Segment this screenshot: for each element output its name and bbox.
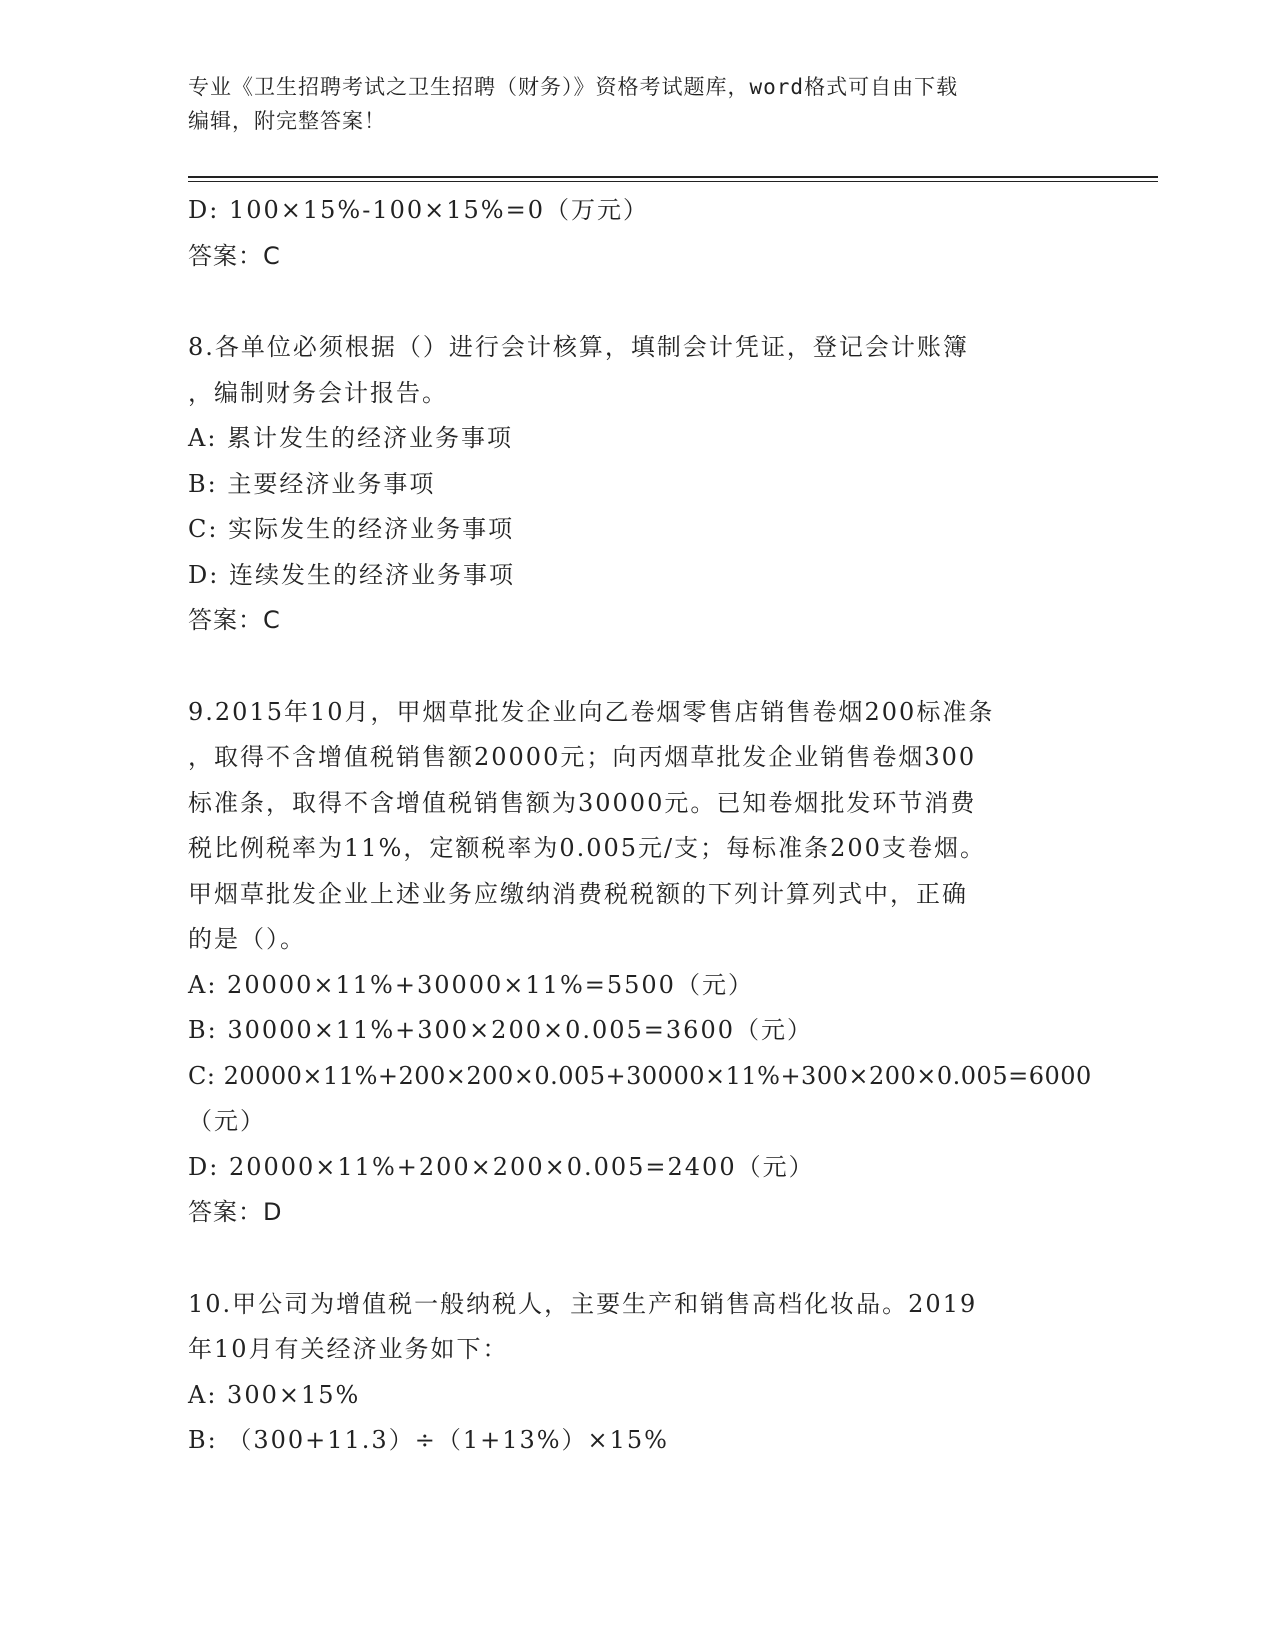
question-stem: 甲烟草批发企业上述业务应缴纳消费税税额的下列计算列式中，正确	[188, 879, 968, 908]
question-stem: 8.各单位必须根据（）进行会计核算，填制会计凭证，登记会计账簿	[188, 333, 969, 361]
header-divider-thin	[188, 181, 1158, 182]
question-stem: 9.2015年10月，甲烟草批发企业向乙卷烟零售店销售卷烟200标准条	[188, 697, 995, 726]
option-c-continued: （元）	[188, 1107, 266, 1135]
option-d: D: 20000×11%+200×200×0.005=2400（元）	[188, 1152, 815, 1181]
answer: 答案：C	[188, 606, 281, 634]
question-10	[188, 1282, 1088, 1464]
option-b: B: （300+11.3）÷（1+13%）×15%	[188, 1426, 669, 1454]
option-d: D: 连续发生的经济业务事项	[188, 560, 515, 589]
document-header	[188, 70, 1068, 138]
question-stem: 年10月有关经济业务如下：	[188, 1335, 509, 1363]
header-line-1: 专业《卫生招聘考试之卫生招聘（财务）》资格考试题库，word格式可自由下载	[188, 75, 959, 99]
answer: 答案：C	[188, 241, 281, 270]
question-stem: 标准条，取得不含增值税销售额为30000元。已知卷烟批发环节消费	[188, 788, 977, 817]
option-a: A: 累计发生的经济业务事项	[188, 424, 514, 452]
question-stem: 税比例税率为11%，定额税率为0.005元/支；每标准条200支卷烟。	[188, 834, 986, 862]
question-stem: 的是（）。	[188, 925, 306, 953]
question-9	[188, 690, 1092, 1236]
header-divider-thick	[188, 176, 1158, 178]
question-content	[188, 188, 1092, 1464]
question-7	[188, 188, 1088, 279]
option-c: C: 实际发生的经济业务事项	[188, 515, 515, 543]
header-line-2: 编辑，附完整答案！	[188, 109, 386, 133]
question-stem: ，编制财务会计报告。	[188, 378, 448, 407]
option-a: A: 300×15%	[188, 1380, 361, 1409]
question-stem: ，取得不含增值税销售额20000元；向丙烟草批发企业销售卷烟300	[188, 743, 977, 771]
option-a: A: 20000×11%+30000×11%=5500（元）	[188, 970, 754, 999]
question-8	[188, 325, 1088, 644]
answer: 答案：D	[188, 1198, 283, 1226]
option-d: D: 100×15%-100×15%=0（万元）	[188, 196, 649, 224]
option-b: B: 30000×11%+300×200×0.005=3600（元）	[188, 1016, 813, 1044]
option-b: B: 主要经济业务事项	[188, 469, 436, 498]
question-stem: 10.甲公司为增值税一般纳税人，主要生产和销售高档化妆品。2019	[188, 1289, 978, 1318]
option-c: C: 20000×11%+200×200×0.005+30000×11%+300×200×0.005=6000	[188, 1061, 1092, 1090]
